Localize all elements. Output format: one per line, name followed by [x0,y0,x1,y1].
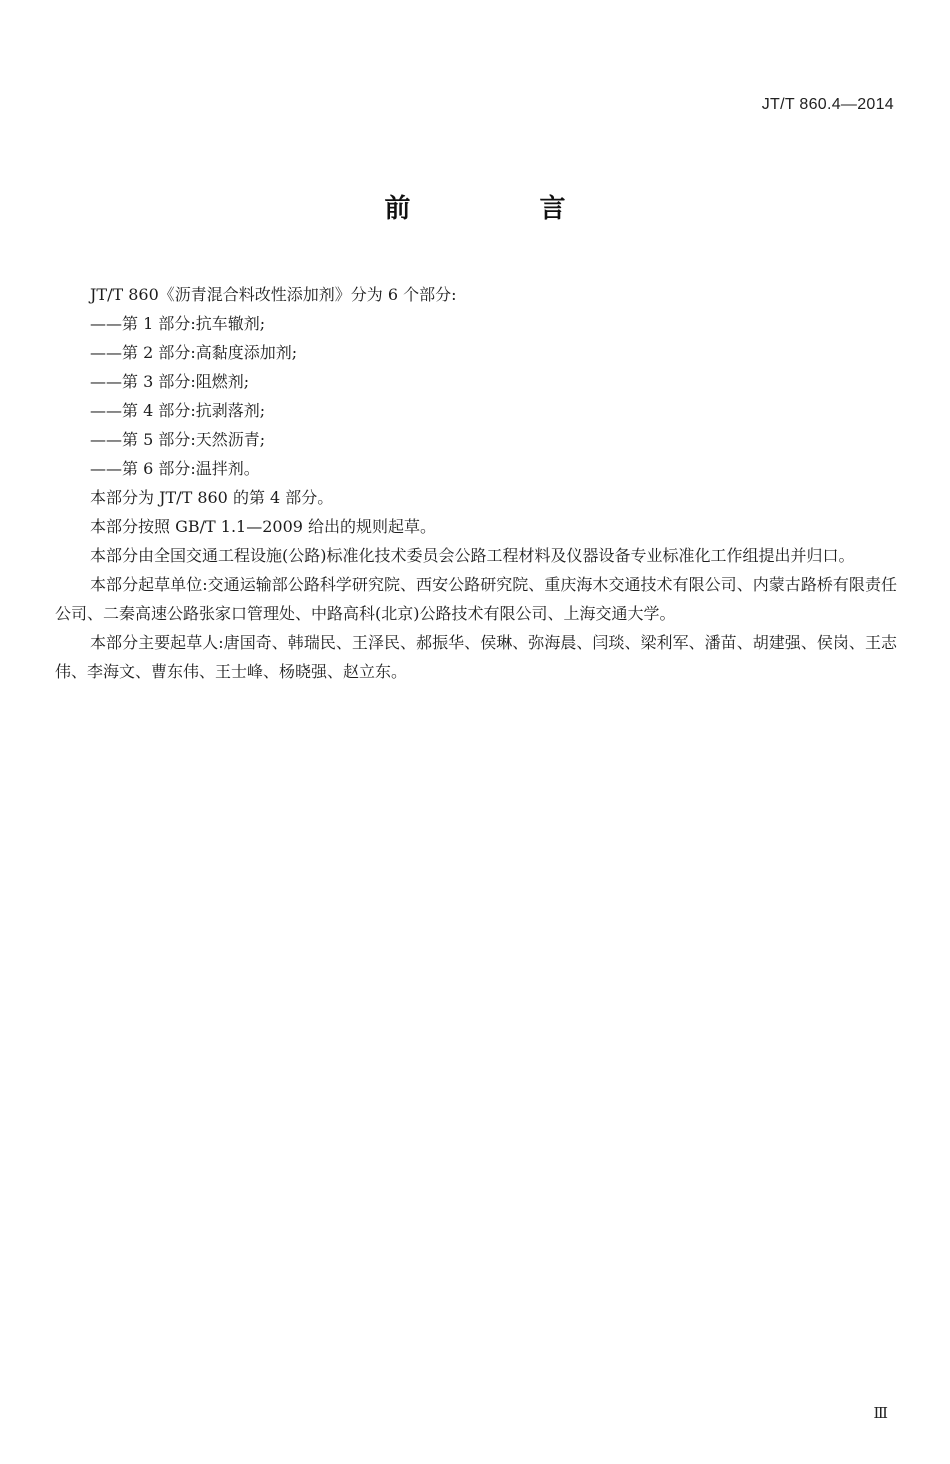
part-list-item-5: ——第 5 部分:天然沥青; [90,430,266,449]
proposed-by-paragraph: 本部分由全国交通工程设施(公路)标准化技术委员会公路工程材料及仪器设备专业标准化工作组提出并归口。 [90,546,855,565]
part-list-item-1: ——第 1 部分:抗车辙剂; [90,314,266,333]
foreword-body [55,280,897,686]
standard-code: JT/T 860.4—2014 [761,96,894,113]
drafters-paragraph: 本部分主要起草人:唐国奇、韩瑞民、王泽民、郝振华、侯琳、弥海晨、闫琰、梁利军、潘苗、胡建强、侯岗、王志伟、李海文、曹东伟、王士峰、杨晓强、赵立东。 [55,633,897,681]
drafting-units-paragraph: 本部分起草单位:交通运输部公路科学研究院、西安公路研究院、重庆海木交通技术有限公司、内蒙古路桥有限责任公司、二秦高速公路张家口管理处、中路高科(北京)公路技术有限公司、上海交通大学。 [55,575,897,623]
page-title: 前 言 [384,194,626,224]
part-list-item-6: ——第 6 部分:温拌剂。 [90,459,260,478]
part-list-item-2: ——第 2 部分:高黏度添加剂; [90,343,298,362]
part-list-item-3: ——第 3 部分:阻燃剂; [90,372,250,391]
part-list-item-4: ——第 4 部分:抗剥落剂; [90,401,266,420]
intro-paragraph: JT/T 860《沥青混合料改性添加剂》分为 6 个部分: [90,285,457,304]
this-part-paragraph: 本部分为 JT/T 860 的第 4 部分。 [90,488,334,507]
page-number: Ⅲ [873,1404,888,1422]
drafting-rules-paragraph: 本部分按照 GB/T 1.1—2009 给出的规则起草。 [90,517,437,536]
